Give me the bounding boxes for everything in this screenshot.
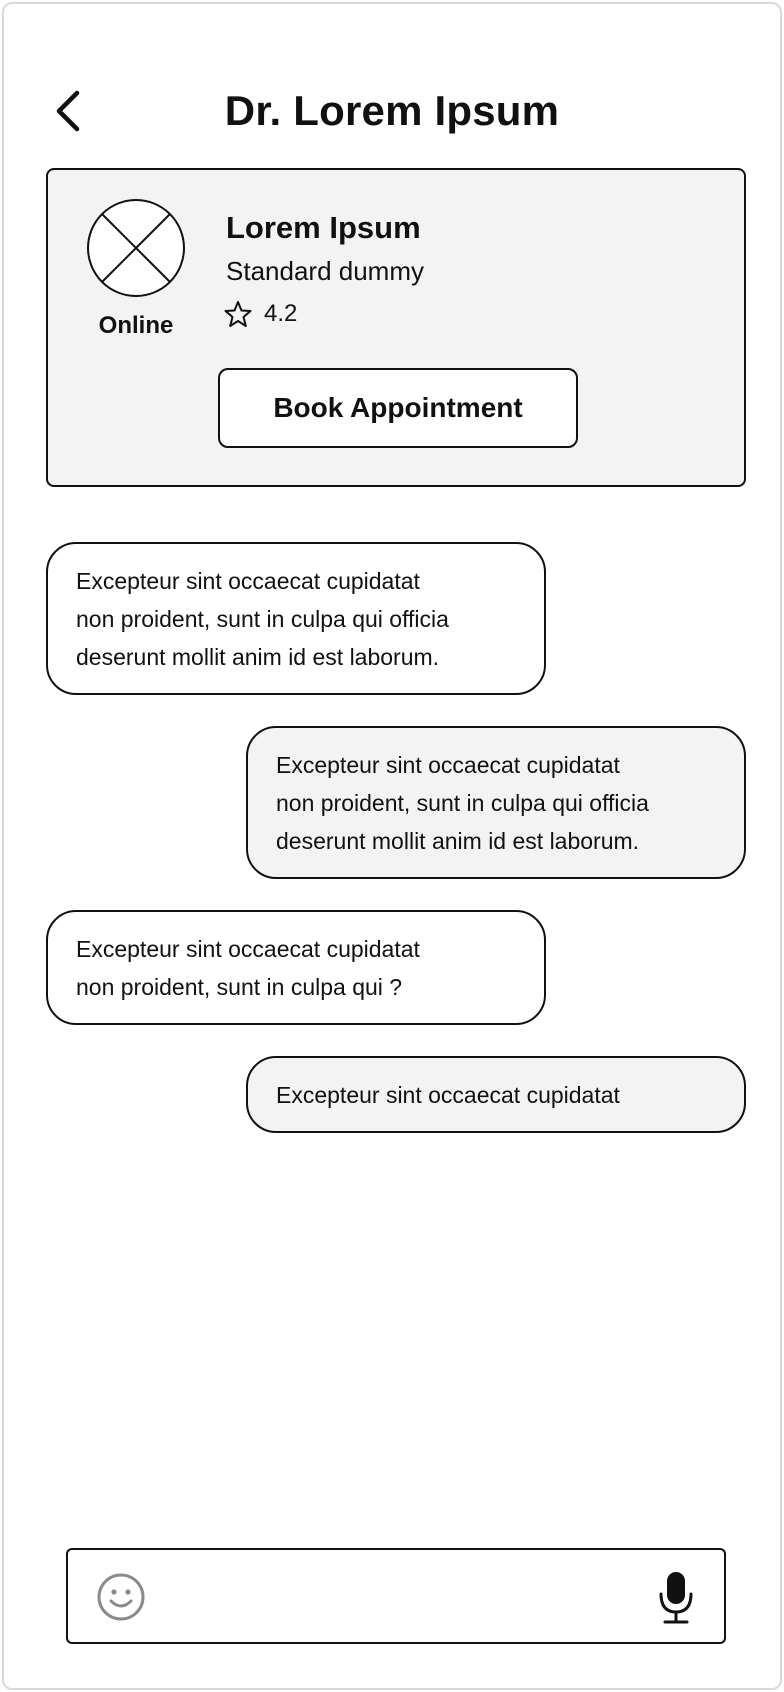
book-appointment-button[interactable]: Book Appointment: [218, 368, 578, 448]
message-bubble-sent: [246, 726, 746, 879]
message-composer: [66, 1548, 726, 1644]
doctor-name: Lorem Ipsum: [226, 210, 421, 245]
message-input[interactable]: [168, 1568, 608, 1626]
online-status-label: Online: [98, 312, 174, 339]
doctor-rating: [224, 300, 297, 328]
message-line: Excepteur sint occaecat cupidatat: [76, 935, 420, 962]
smiley-icon: [96, 1572, 146, 1622]
page-title: Dr. Lorem Ipsum: [224, 87, 560, 134]
message-text: [276, 1076, 620, 1114]
message-text: [276, 746, 649, 860]
phone-screen: [2, 2, 782, 1690]
message-bubble-sent: [246, 1056, 746, 1133]
message-line: Excepteur sint occaecat cupidatat: [276, 751, 620, 778]
doctor-card: [46, 168, 746, 487]
message-line: Excepteur sint occaecat cupidatat: [76, 567, 420, 594]
emoji-button[interactable]: [96, 1572, 146, 1622]
image-placeholder-icon: [86, 198, 186, 298]
message-bubble-received: [46, 910, 546, 1025]
avatar[interactable]: [86, 198, 186, 298]
microphone-button[interactable]: [656, 1570, 696, 1626]
message-line: Excepteur sint occaecat cupidatat: [276, 1081, 620, 1108]
microphone-icon: [656, 1570, 696, 1626]
star-outline-icon: [224, 300, 252, 328]
message-text: [76, 562, 449, 676]
doctor-specialty: Standard dummy: [226, 256, 424, 286]
message-line: deserunt mollit anim id est laborum.: [76, 643, 440, 670]
message-line: non proident, sunt in culpa qui officia: [76, 605, 449, 632]
message-line: non proident, sunt in culpa qui officia: [276, 789, 649, 816]
message-text: [76, 930, 420, 1006]
message-line: deserunt mollit anim id est laborum.: [276, 827, 640, 854]
rating-value: 4.2: [264, 300, 298, 327]
message-bubble-received: [46, 542, 546, 695]
message-line: non proident, sunt in culpa qui ?: [76, 973, 403, 1000]
